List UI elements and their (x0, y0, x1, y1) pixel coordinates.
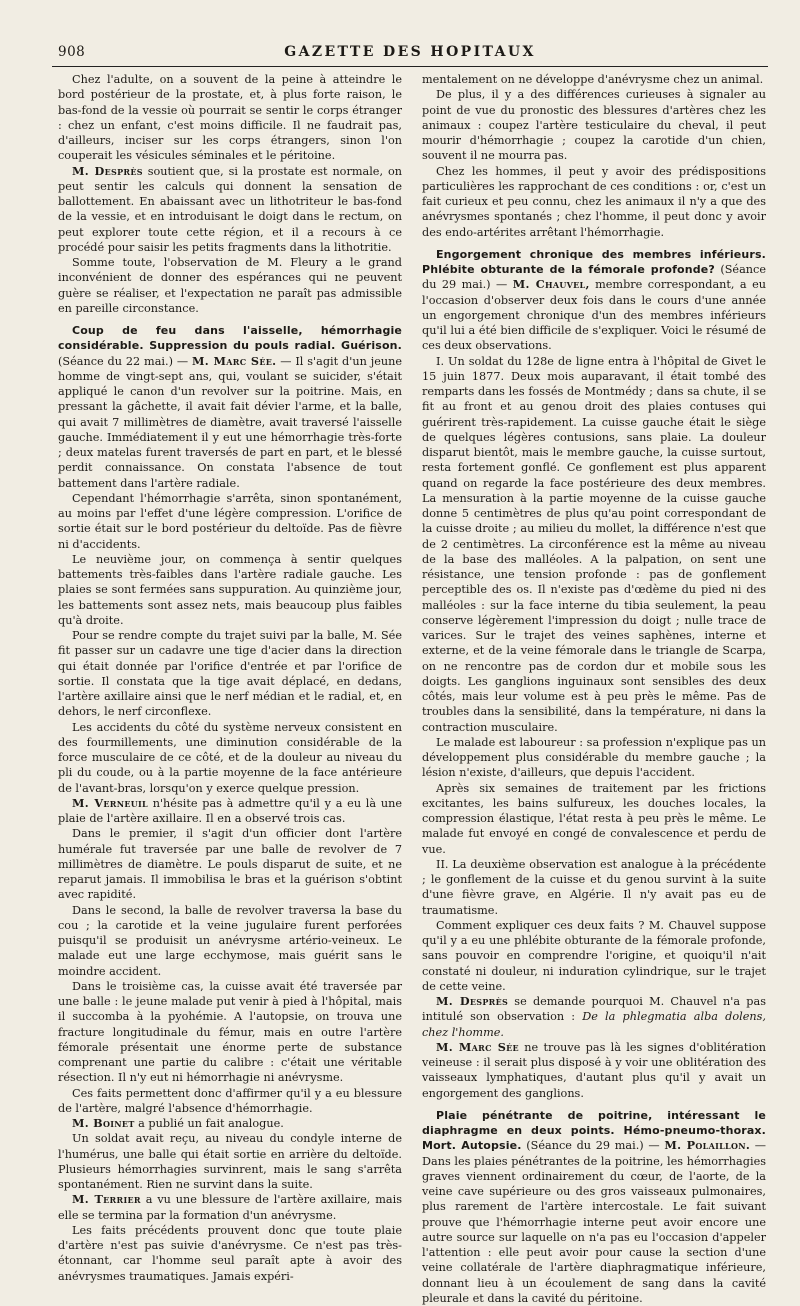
left-column (58, 72, 402, 1284)
paragraph: Les faits précédents prouvent donc que toute plaie d'artère n'est pas suivie d'anévrysme. Ce n'est pas très-étonnant, car l'homme seul paraît apte à avoir des anévrysmes traumatiques. Jamais expéri- (58, 1223, 402, 1283)
paragraph: Chez les hommes, il peut y avoir des prédispositions particulières les rapprochant de ces conditions : or, c'est un fait curieux et peu connu, chez les animaux il n'y a que des anévrysmes spontanés ; chez l'homme, il peut donc y avoir des endo-artérites arrêtant l'hémorrhagie. (422, 164, 766, 239)
paragraph (422, 1040, 766, 1101)
paragraph-text: a publié un fait analogue. (134, 1117, 284, 1130)
journal-title: GAZETTE DES HOPITAUX (284, 44, 536, 60)
paragraph: Pour se rendre compte du trajet suivi par la balle, M. Sée fit passer sur un cadavre une tige d'acier dans la direction qui était donnée par l'orifice d'entrée et par l'orifice de sortie. Il constata que la tige avait déplacé, en dedans, l'artère axillaire ainsi que le nerf médian et le radial, et, en dehors, le nerf circonflexe. (58, 629, 402, 719)
paragraph-text: — Il s'agit d'un jeune homme de vingt-sept ans, qui, voulant se suicider, s'était appliqué le canon d'un revolver sur la poitrine. Mais, en pressant la gâchette, il avait fait dévier l'arme, et la balle, qui avait 7 millimètres de diamètre, avait traversé l'aisselle gauche. Immédiatement il y eut une hémorrhagie très-forte ; deux matelas furent traversés de part en part, et le blessé perdit connaissance. On constata l'absence de tout battement dans l'artère radiale. (58, 354, 402, 490)
section-heading: Engorgement chronique des membres inférieurs. Phlébite obturante de la fémorale profonde? (422, 247, 766, 276)
paragraph: Chez l'adulte, on a souvent de la peine à atteindre le bord postérieur de la prostate, et, à plus forte raison, le bas-fond de la vessie où pourrait se sentir le corps étranger : chez un enfant, c'est moins difficile. Il ne faudrait pas, d'ailleurs, inciser sur les corps étrangers, sinon l'on couperait les vésicules séminales et le péritoine. (58, 73, 402, 163)
paragraph-text: a vu une blessure de l'artère axillaire, mais elle se termina par la formation d'un anévrysme. (58, 1193, 402, 1222)
paragraph: Ces faits permettent donc d'affirmer qu'il y a eu blessure de l'artère, malgré l'absence d'hémorrhagie. (58, 1086, 402, 1115)
paragraph (58, 796, 402, 827)
paragraph: I. Un soldat du 128e de ligne entra à l'hôpital de Givet le 15 juin 1877. Deux mois auparavant, il était tombé des remparts dans les fossés de Montmédy ; dans sa chute, il se fit au front et au genou droit des plaies contuses qui guérirent très-rapidement. La cuisse gauche était le siège de quelques légères contusions, sans plaie. La douleur disparut bientôt, mais le membre gauche, la cuisse surtout, resta fortement gonflé. Ce gonflement est plus apparent quand on regarde la face postérieure des deux membres. La mensuration à la partie moyenne de la cuisse gauche donne 5 centimètres de plus qu'au point correspondant de la cuisse droite ; au milieu du mollet, la différence n'est que de 2 centimètres. La circonférence est la même au niveau de la base des malléoles. A la palpation, on sent une résistance, une tension profonde : pas de gonflement perceptible des os. Il n'existe pas d'œdème du pied ni des malléoles : sur la face interne du tibia seulement, la peau conserve légèrement l'impression du doigt ; nulle trace de varices. Sur le trajet des veines saphènes, interne et externe, et de la veine fémorale dans le triangle de Scarpa, on ne rencontre pas de cordon dur et mobile sous les doigts. Les ganglions inguinaux sont sensibles des deux côtés, mais leur volume est à peu près le même. Pas de troubles dans la sensibilité, dans la température, ni dans la contraction musculaire. (422, 354, 766, 734)
paragraph: Cependant l'hémorrhagie s'arrêta, sinon spontanément, au moins par l'effet d'une légère compression. L'orifice de sortie était sur le bord postérieur du deltoïde. Pas de fièvre ni d'accidents. (58, 491, 402, 551)
paragraph: Le malade est laboureur : sa profession n'explique pas un développement plus considérable du membre gauche ; la lésion n'existe, d'ailleurs, que depuis l'accident. (422, 735, 766, 780)
author-name: M. Desprès (436, 994, 509, 1008)
paragraph: Un soldat avait reçu, au niveau du condyle interne de l'humérus, une balle qui était sortie en arrière du deltoïde. Plusieurs hémorrhagies survinrent, mais le sang s'arrêta spontanément. Rien ne survint dans la suite. (58, 1132, 402, 1191)
paragraph: mentalement on ne développe d'anévrysme chez un animal. (422, 73, 764, 86)
section-paragraph (58, 323, 402, 491)
paragraph: Après six semaines de traitement par les frictions excitantes, les bains sulfureux, les douches locales, la compression élastique, l'état resta à peu près le même. Le malade fut envoyé en congé de convalescence et perdu de vue. (422, 781, 766, 856)
paragraph: Comment expliquer ces deux faits ? M. Chauvel suppose qu'il y a eu une phlébite obturante de la fémorale profonde, sans pouvoir en comprendre l'origine, et quoiqu'il n'ait constaté ni douleur, ni induration cylindrique, sur le trajet de cette veine. (422, 918, 766, 993)
page-number: 908 (58, 44, 86, 60)
paragraph: De plus, il y a des différences curieuses à signaler au point de vue du pronostic des blessures d'artères chez les animaux : coupez l'artère testiculaire du cheval, il peut mourir d'hémorrhagie ; coupez la carotide d'un chien, souvent il ne mourra pas. (422, 88, 766, 163)
section-paragraph (422, 1108, 766, 1306)
session-date: (Séance du 22 mai.) — (58, 354, 193, 368)
paragraph: Dans le troisième cas, la cuisse avait été traversée par une balle : le jeune malade put venir à pied à l'hôpital, mais il succomba à la pyohémie. A l'autopsie, on trouva une fracture longitudinale du fémur, mais en outre l'artère fémorale présentait une énorme perte de substance comprenant une partie du calibre : c'était une véritable résection. Il n'y eut ni hémorrhagie ni anévrysme. (58, 979, 402, 1085)
paragraph-text: se demande pourquoi M. Chauvel n'a pas intitulé son observation : (422, 995, 766, 1024)
paragraph: Dans le premier, il s'agit d'un officier dont l'artère humérale fut traversée par une balle de revolver de 7 millimètres de diamètre. Le pouls disparut de suite, et ne reparut jamais. Il immobilisa le bras et la guérison s'obtint avec rapidité. (58, 827, 402, 902)
paragraph (422, 994, 766, 1040)
paragraph-text: ne trouve pas là les signes d'oblitération veineuse : il serait plus disposé à y voir une oblitération des vaisseaux lymphatiques, d'autant plus qu'il y avait un engorgement des ganglions. (422, 1040, 767, 1100)
paragraph: Le neuvième jour, on commença à sentir quelques battements très-faibles dans l'artère radiale gauche. Les plaies se sont fermées sans suppuration. Au quinzième jour, les battements sont assez nets, mais beaucoup plus faibles qu'à droite. (58, 552, 402, 627)
paragraph (58, 1192, 402, 1223)
section-heading: Coup de feu dans l'aisselle, hémorrhagie considérable. Suppression du pouls radial. Guérison. (58, 324, 402, 353)
session-date: (Séance du 29 mai.) — (521, 1139, 665, 1153)
paragraph: Les accidents du côté du système nerveux consistent en des fourmillements, une diminution considérable de la force musculaire de ce côté, et de la douleur au niveau du pli du coude, ou à la partie moyenne de la face antérieure de l'avant-bras, lorsqu'on y exerce quelque pression. (58, 720, 402, 795)
italic-title: De la phlegmatia alba dolens, chez l'homme. (422, 1010, 767, 1039)
right-column (422, 72, 766, 1306)
paragraph: Dans le second, la balle de revolver traversa la base du cou ; la carotide et la veine jugulaire furent perforées puisqu'il se produisit un anévrysme artério-veineux. Le malade eut une large ecchymose, mais guérit sans le moindre accident. (58, 903, 402, 978)
section-paragraph (422, 247, 766, 354)
paragraph: Somme toute, l'observation de M. Fleury a le grand inconvénient de donner des espérances qui ne peuvent guère se réaliser, et l'expectation ne paraît pas admissible en pareille circonstance. (58, 256, 402, 315)
paragraph-text: soutient que, si la prostate est normale, on peut sentir les calculs qui donnent la sensation de ballottement. En abaissant avec un lithotriteur le bas-fond de la vessie, et en introduisant le doigt dans le rectum, on peut explorer toute cette région, et il a recours à ce procédé pour saisir les petits fragments dans la lithotritie. (58, 164, 402, 254)
author-name: M. Chauvel, (512, 277, 590, 292)
paragraph-text: — Dans les plaies pénétrantes de la poitrine, les hémorrhagies graves viennent ordinairement du cœur, de l'aorte, de la veine cave supérieure ou des gros vaisseaux pulmonaires, plus rarement de l'artère intercostale. Le fait suivant prouve que l'hémorrhagie interne peut avoir encore une autre source sur laquelle on n'a pas eu l'occasion d'appeler l'attention : elle peut avoir pour cause la section d'une veine collatérale de l'artère diaphragmatique inférieure, donnant lieu à un écoulement de sang dans la cavité pleurale et dans la cavité du péritoine. (422, 1139, 767, 1305)
session-date: (Séance du 29 mai.) — (422, 263, 766, 292)
author-name: M. Desprès (72, 163, 143, 178)
author-name: M. Terrier (72, 1192, 141, 1207)
author-name: M. Marc Sée. (192, 353, 277, 368)
paragraph: II. La deuxième observation est analogue à la précédente ; le gonflement de la cuisse et du genou survint à la suite d'une fièvre grave, en Algérie. Il n'y avait pas eu de traumatisme. (422, 857, 766, 917)
author-name: M. Polaillon. (664, 1138, 751, 1153)
page-header (52, 38, 768, 67)
paragraph-text: membre correspondant, a eu l'occasion d'observer deux fois dans le cours d'une année un engorgement chronique d'un des membres inférieurs qu'il lui a été bien difficile de s'expliquer. Voici le résumé de ces deux observations. (422, 278, 766, 353)
section-heading: Plaie pénétrante de poitrine, intéressant le diaphragme en deux points. Hémo-pneumo-thorax. Mort. Autopsie. (422, 1108, 766, 1153)
paragraph (58, 164, 402, 256)
author-name: M. Verneuil (72, 795, 148, 810)
paragraph (58, 1116, 402, 1131)
author-name: M. Boinet (72, 1116, 135, 1130)
paragraph-text: n'hésite pas à admettre qu'il y a eu là une plaie de l'artère axillaire. Il en a observé trois cas. (58, 796, 402, 825)
author-name: M. Marc Sée (436, 1039, 519, 1054)
